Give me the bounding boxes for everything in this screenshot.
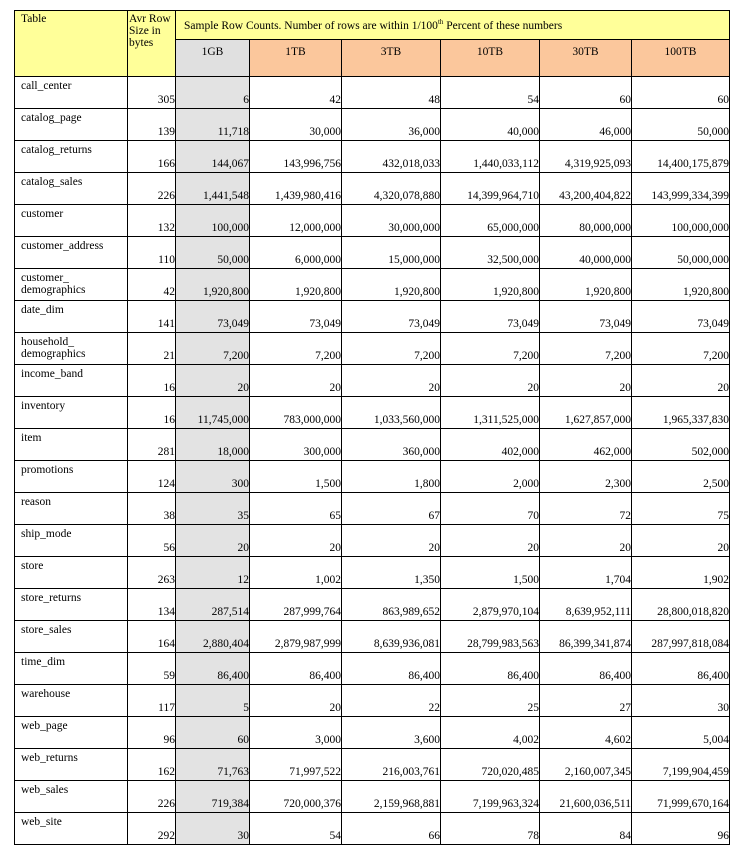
row-count-cell-1gb: 144,067 [176,141,250,173]
header-avr-row-size: Avr Row Size in bytes [128,11,176,77]
row-count-cell-1tb: 287,999,764 [250,589,342,621]
row-count-cell-1tb: 12,000,000 [250,205,342,237]
row-count-cell-1gb: 100,000 [176,205,250,237]
table-row [15,685,730,717]
row-count-cell-30tb: 21,600,036,511 [540,781,632,813]
row-count-cell-30tb: 73,049 [540,301,632,333]
header-scale-1tb: 1TB [250,40,342,77]
row-count-cell-10tb: 25 [441,685,540,717]
table-row [15,77,730,109]
row-count-cell-3tb: 36,000 [342,109,441,141]
row-count-cell-10tb: 720,020,485 [441,749,540,781]
row-size-cell: 292 [128,813,176,845]
table-name-cell: item [15,429,128,461]
table-name-cell: store_returns [15,589,128,621]
row-count-cell-1gb: 5 [176,685,250,717]
row-count-cell-1tb: 1,500 [250,461,342,493]
row-count-cell-30tb: 80,000,000 [540,205,632,237]
row-size-cell: 38 [128,493,176,525]
row-count-cell-3tb: 15,000,000 [342,237,441,269]
row-count-cell-1tb: 30,000 [250,109,342,141]
row-size-cell: 162 [128,749,176,781]
row-count-cell-10tb: 20 [441,365,540,397]
header-scale-10tb: 10TB [441,40,540,77]
table-row [15,621,730,653]
row-size-cell: 124 [128,461,176,493]
row-count-cell-1gb: 30 [176,813,250,845]
table-name-cell: web_sales [15,781,128,813]
row-count-cell-10tb: 2,000 [441,461,540,493]
row-count-cell-30tb: 1,920,800 [540,269,632,301]
row-size-cell: 139 [128,109,176,141]
row-size-cell: 117 [128,685,176,717]
table-name-cell: reason [15,493,128,525]
row-count-cell-100tb: 20 [632,365,730,397]
row-count-cell-10tb: 65,000,000 [441,205,540,237]
row-count-cell-1gb: 2,880,404 [176,621,250,653]
table-name-cell: household_ demographics [15,333,128,365]
row-count-cell-10tb: 1,440,033,112 [441,141,540,173]
row-count-cell-30tb: 84 [540,813,632,845]
row-count-cell-100tb: 7,199,904,459 [632,749,730,781]
row-size-cell: 263 [128,557,176,589]
row-size-cell: 42 [128,269,176,301]
table-row [15,109,730,141]
row-size-cell: 141 [128,301,176,333]
row-count-cell-3tb: 30,000,000 [342,205,441,237]
row-count-cell-10tb: 7,199,963,324 [441,781,540,813]
table-row [15,781,730,813]
row-count-cell-1tb: 3,000 [250,717,342,749]
table-row [15,365,730,397]
row-count-cell-100tb: 96 [632,813,730,845]
row-size-cell: 134 [128,589,176,621]
row-size-cell: 226 [128,173,176,205]
row-count-cell-10tb: 32,500,000 [441,237,540,269]
row-count-cell-30tb: 4,319,925,093 [540,141,632,173]
row-count-cell-1tb: 1,002 [250,557,342,589]
row-count-cell-10tb: 14,399,964,710 [441,173,540,205]
row-count-cell-1gb: 20 [176,365,250,397]
row-count-cell-1tb: 20 [250,365,342,397]
row-size-cell: 226 [128,781,176,813]
row-count-cell-100tb: 5,004 [632,717,730,749]
row-count-cell-30tb: 40,000,000 [540,237,632,269]
row-counts-table [14,10,730,845]
header-scale-3tb: 3TB [342,40,441,77]
row-count-cell-30tb: 60 [540,77,632,109]
row-count-cell-1tb: 2,879,987,999 [250,621,342,653]
row-count-cell-1gb: 287,514 [176,589,250,621]
row-count-cell-1tb: 42 [250,77,342,109]
row-count-cell-3tb: 4,320,078,880 [342,173,441,205]
table-name-cell: date_dim [15,301,128,333]
row-count-cell-1gb: 1,920,800 [176,269,250,301]
row-size-cell: 16 [128,365,176,397]
row-count-cell-100tb: 20 [632,525,730,557]
row-count-cell-3tb: 432,018,033 [342,141,441,173]
row-count-cell-3tb: 1,033,560,000 [342,397,441,429]
row-count-cell-1gb: 300 [176,461,250,493]
table-name-cell: catalog_page [15,109,128,141]
row-count-cell-10tb: 28,799,983,563 [441,621,540,653]
row-count-cell-3tb: 216,003,761 [342,749,441,781]
row-count-cell-10tb: 1,500 [441,557,540,589]
row-size-cell: 56 [128,525,176,557]
row-count-cell-1tb: 65 [250,493,342,525]
row-count-cell-3tb: 1,350 [342,557,441,589]
row-count-cell-1tb: 86,400 [250,653,342,685]
row-count-cell-10tb: 70 [441,493,540,525]
row-count-cell-30tb: 20 [540,365,632,397]
table-name-cell: customer_address [15,237,128,269]
header-sample-row-counts [176,11,730,40]
row-count-cell-30tb: 8,639,952,111 [540,589,632,621]
row-size-cell: 305 [128,77,176,109]
row-count-cell-100tb: 71,999,670,164 [632,781,730,813]
table-row [15,813,730,845]
row-counts-table-wrapper [14,10,730,845]
table-row [15,205,730,237]
row-count-cell-100tb: 1,902 [632,557,730,589]
row-count-cell-10tb: 1,920,800 [441,269,540,301]
row-count-cell-100tb: 2,500 [632,461,730,493]
table-row [15,333,730,365]
row-count-cell-30tb: 2,160,007,345 [540,749,632,781]
row-count-cell-3tb: 86,400 [342,653,441,685]
row-count-cell-10tb: 73,049 [441,301,540,333]
row-count-cell-100tb: 100,000,000 [632,205,730,237]
header-scale-1gb: 1GB [176,40,250,77]
table-row [15,173,730,205]
row-count-cell-10tb: 78 [441,813,540,845]
row-count-cell-30tb: 72 [540,493,632,525]
table-name-cell: warehouse [15,685,128,717]
row-size-cell: 16 [128,397,176,429]
row-count-cell-1gb: 7,200 [176,333,250,365]
row-count-cell-100tb: 502,000 [632,429,730,461]
header-scale-30tb: 30TB [540,40,632,77]
row-count-cell-1gb: 719,384 [176,781,250,813]
row-count-cell-1gb: 12 [176,557,250,589]
table-row [15,301,730,333]
table-name-cell: customer_ demographics [15,269,128,301]
row-count-cell-10tb: 40,000 [441,109,540,141]
row-count-cell-3tb: 20 [342,525,441,557]
row-count-cell-30tb: 20 [540,525,632,557]
row-count-cell-1tb: 143,996,756 [250,141,342,173]
table-name-cell: catalog_returns [15,141,128,173]
sample-header-sup: th [437,18,444,27]
row-count-cell-1gb: 73,049 [176,301,250,333]
table-row [15,141,730,173]
table-name-cell: customer [15,205,128,237]
row-count-cell-3tb: 1,920,800 [342,269,441,301]
row-count-cell-100tb: 143,999,334,399 [632,173,730,205]
row-count-cell-30tb: 4,602 [540,717,632,749]
row-count-cell-1tb: 720,000,376 [250,781,342,813]
row-count-cell-100tb: 287,997,818,084 [632,621,730,653]
table-row [15,493,730,525]
row-size-cell: 281 [128,429,176,461]
row-count-cell-1gb: 60 [176,717,250,749]
sample-header-text-rest: Percent of these numbers [443,19,563,32]
row-count-cell-1gb: 71,763 [176,749,250,781]
table-name-cell: time_dim [15,653,128,685]
row-count-cell-10tb: 1,311,525,000 [441,397,540,429]
header-table: Table [15,11,128,77]
row-count-cell-1tb: 1,439,980,416 [250,173,342,205]
row-count-cell-1gb: 6 [176,77,250,109]
table-name-cell: store [15,557,128,589]
row-count-cell-1tb: 1,920,800 [250,269,342,301]
row-count-cell-3tb: 66 [342,813,441,845]
row-count-cell-3tb: 1,800 [342,461,441,493]
row-count-cell-30tb: 86,400 [540,653,632,685]
row-count-cell-1gb: 11,745,000 [176,397,250,429]
row-count-cell-1gb: 50,000 [176,237,250,269]
table-name-cell: web_returns [15,749,128,781]
row-count-cell-1gb: 86,400 [176,653,250,685]
row-count-cell-10tb: 86,400 [441,653,540,685]
row-count-cell-100tb: 86,400 [632,653,730,685]
row-count-cell-10tb: 7,200 [441,333,540,365]
row-count-cell-100tb: 30 [632,685,730,717]
row-count-cell-1tb: 20 [250,685,342,717]
row-count-cell-30tb: 1,627,857,000 [540,397,632,429]
row-size-cell: 21 [128,333,176,365]
row-count-cell-30tb: 7,200 [540,333,632,365]
table-row [15,397,730,429]
table-row [15,749,730,781]
table-name-cell: ship_mode [15,525,128,557]
row-count-cell-3tb: 3,600 [342,717,441,749]
row-count-cell-1tb: 7,200 [250,333,342,365]
row-count-cell-1tb: 6,000,000 [250,237,342,269]
header-row-top [15,11,730,40]
row-count-cell-100tb: 50,000,000 [632,237,730,269]
row-size-cell: 164 [128,621,176,653]
row-count-cell-10tb: 54 [441,77,540,109]
row-size-cell: 59 [128,653,176,685]
row-size-cell: 166 [128,141,176,173]
table-name-cell: income_band [15,365,128,397]
row-count-cell-100tb: 1,920,800 [632,269,730,301]
row-count-cell-1tb: 54 [250,813,342,845]
table-row [15,717,730,749]
table-name-cell: web_site [15,813,128,845]
row-count-cell-1tb: 71,997,522 [250,749,342,781]
row-count-cell-3tb: 73,049 [342,301,441,333]
row-count-cell-1gb: 20 [176,525,250,557]
table-body [15,77,730,845]
table-name-cell: store_sales [15,621,128,653]
table-row [15,461,730,493]
row-count-cell-100tb: 28,800,018,820 [632,589,730,621]
row-count-cell-100tb: 14,400,175,879 [632,141,730,173]
row-count-cell-3tb: 863,989,652 [342,589,441,621]
row-count-cell-100tb: 75 [632,493,730,525]
row-size-cell: 132 [128,205,176,237]
row-count-cell-3tb: 22 [342,685,441,717]
row-count-cell-100tb: 73,049 [632,301,730,333]
row-count-cell-1tb: 73,049 [250,301,342,333]
row-count-cell-3tb: 48 [342,77,441,109]
row-count-cell-100tb: 1,965,337,830 [632,397,730,429]
row-count-cell-10tb: 4,002 [441,717,540,749]
row-count-cell-10tb: 402,000 [441,429,540,461]
table-name-cell: call_center [15,77,128,109]
row-count-cell-30tb: 2,300 [540,461,632,493]
table-row [15,557,730,589]
row-count-cell-1tb: 783,000,000 [250,397,342,429]
row-count-cell-3tb: 67 [342,493,441,525]
row-count-cell-3tb: 7,200 [342,333,441,365]
row-count-cell-30tb: 86,399,341,874 [540,621,632,653]
row-size-cell: 110 [128,237,176,269]
header-scale-100tb: 100TB [632,40,730,77]
table-name-cell: catalog_sales [15,173,128,205]
row-count-cell-10tb: 2,879,970,104 [441,589,540,621]
row-count-cell-30tb: 46,000 [540,109,632,141]
row-count-cell-1tb: 300,000 [250,429,342,461]
row-count-cell-3tb: 20 [342,365,441,397]
row-count-cell-30tb: 27 [540,685,632,717]
table-row [15,589,730,621]
row-count-cell-1tb: 20 [250,525,342,557]
row-count-cell-1gb: 1,441,548 [176,173,250,205]
row-count-cell-3tb: 8,639,936,081 [342,621,441,653]
sample-header-text: Sample Row Counts. Number of rows are within 1/100 [184,19,438,32]
table-name-cell: web_page [15,717,128,749]
table-name-cell: inventory [15,397,128,429]
row-count-cell-30tb: 462,000 [540,429,632,461]
row-count-cell-3tb: 2,159,968,881 [342,781,441,813]
table-row [15,653,730,685]
table-row [15,429,730,461]
row-count-cell-1gb: 35 [176,493,250,525]
row-count-cell-10tb: 20 [441,525,540,557]
row-count-cell-3tb: 360,000 [342,429,441,461]
table-name-cell: promotions [15,461,128,493]
row-count-cell-30tb: 43,200,404,822 [540,173,632,205]
row-count-cell-1gb: 18,000 [176,429,250,461]
row-count-cell-100tb: 50,000 [632,109,730,141]
table-row [15,269,730,301]
row-count-cell-1gb: 11,718 [176,109,250,141]
table-row [15,237,730,269]
row-count-cell-30tb: 1,704 [540,557,632,589]
table-row [15,525,730,557]
row-count-cell-100tb: 60 [632,77,730,109]
row-count-cell-100tb: 7,200 [632,333,730,365]
row-size-cell: 96 [128,717,176,749]
